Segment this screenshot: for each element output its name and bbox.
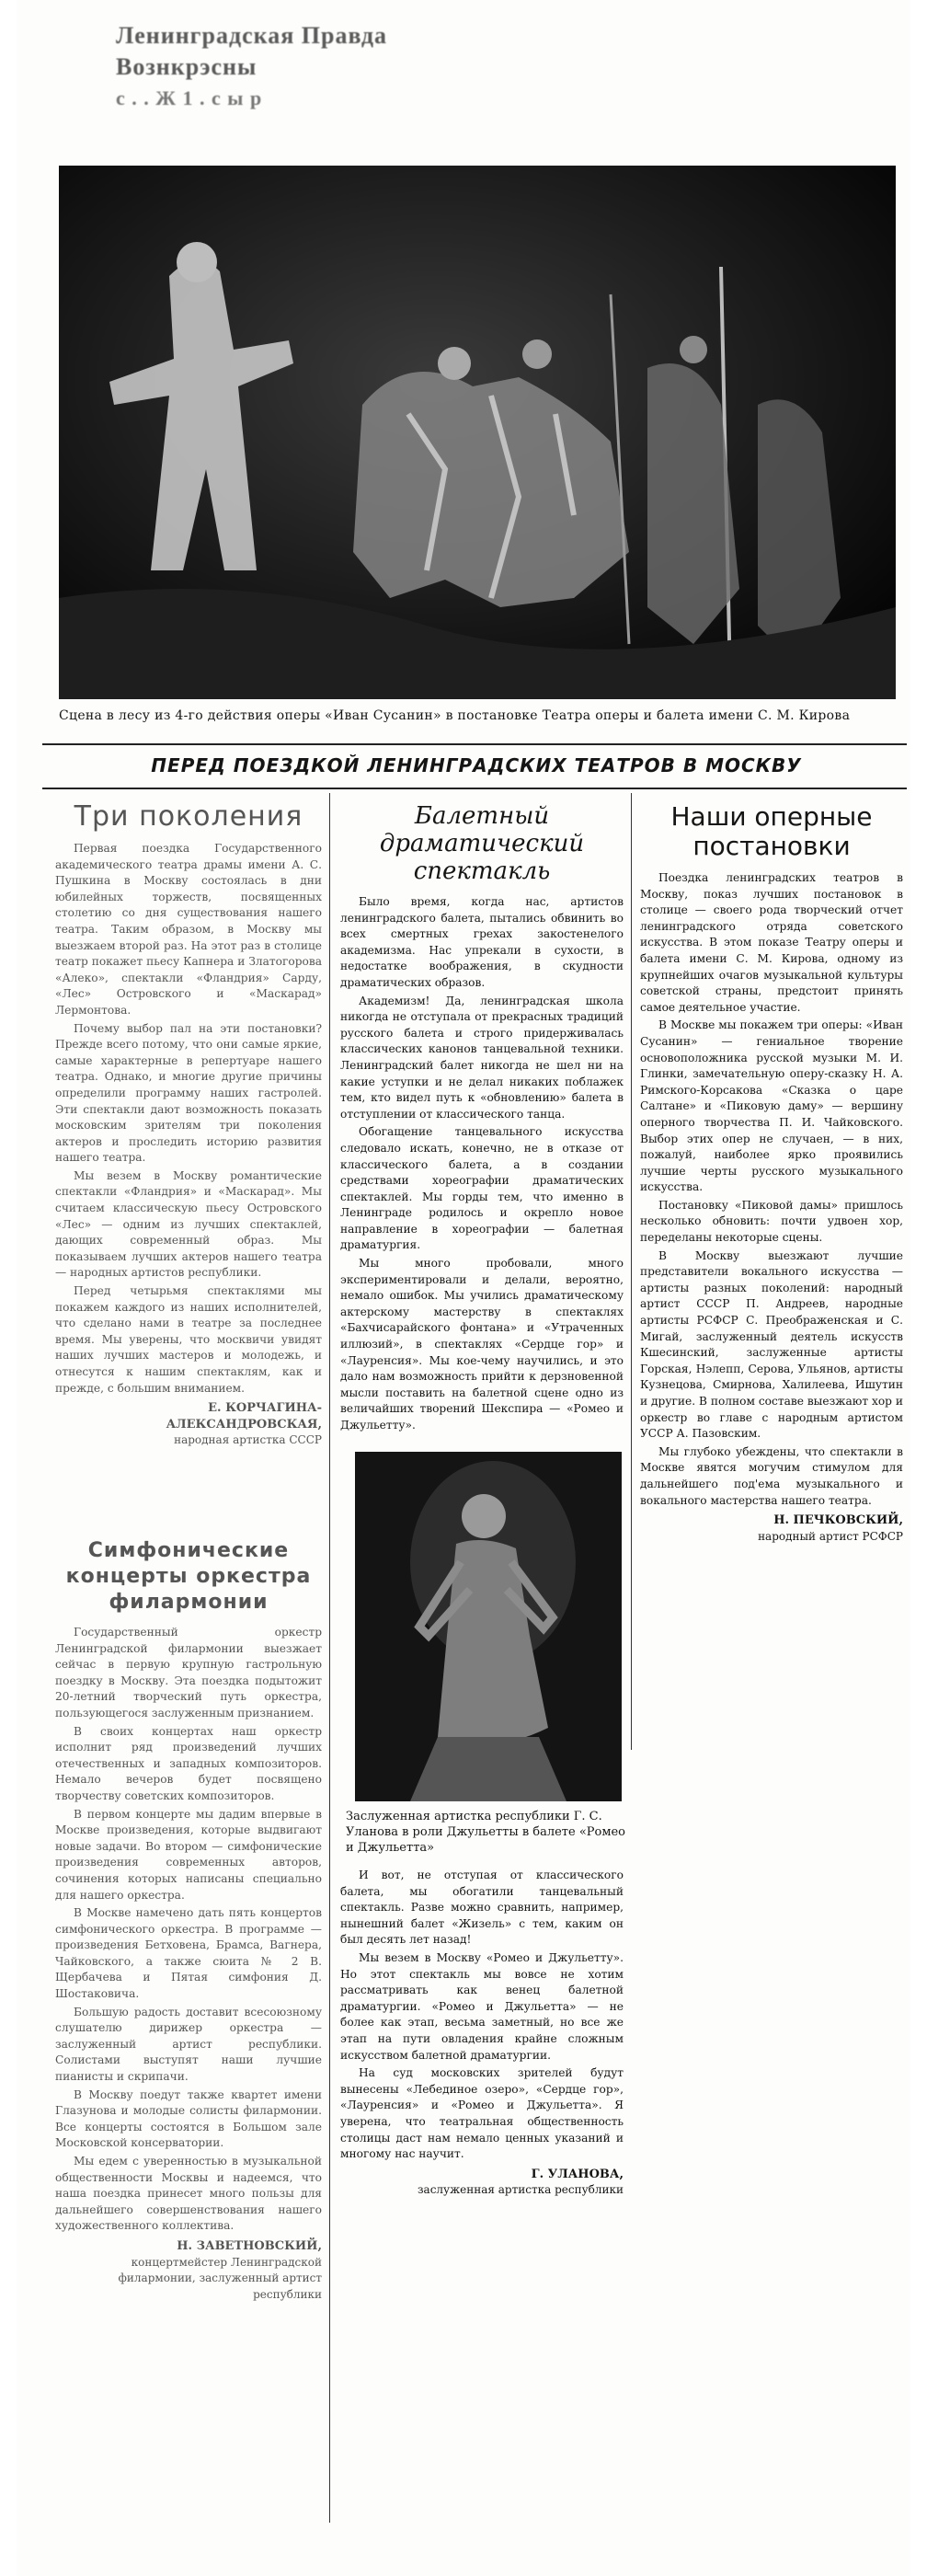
opera-scene-photo [59, 166, 896, 699]
masthead-date: с . . Ж 1 . с ы р [116, 86, 263, 109]
paragraph: Государственный оркестр Ленинградской филармонии выезжает сейчас в первую крупную гастрольную поездку в Москву. Эта поездка подытожит 20-летний творческий путь оркестра, пользующегося заслуженным признанием. [55, 1626, 322, 1719]
paragraph: Поездка ленинградских театров в Москву, показ лучших постановок в столице — своего рода творческий отчет ленинградского отряда советского искусства. В этом показе Театру оперы и балета имени С. М. Кирова, одному из крупнейших очагов музыкальной культуры советской страны, предстоит принять самое деятельное участие. [640, 871, 903, 1014]
paragraph: Постановку «Пиковой дамы» пришлось несколько обновить: почти удвоен хор, переделаны некоторые сцены. [640, 1198, 903, 1245]
paragraph: Почему выбор пал на эти постановки? Прежде всего потому, что они самые яркие, самые характерные в репертуаре нашего театра. Однако, и многие другие причины определили программу наших гастролей. Эти спектакли дают возможность показать московским зрителям три поколения актеров и проследить историю развития нашего театра. [55, 1021, 322, 1165]
headline-rule-bottom [42, 788, 907, 789]
paragraph: В Москву поедут также квартет имени Глазунова и молодые солисты филармонии. Все концерты состоятся в Большом зале Московской консерватории. [55, 2087, 322, 2150]
paragraph: Мы много пробовали, много экспериментировали и делали, вероятно, немало ошибок. Мы учились драматическому актерскому мастерству в спектаклях «Бахчисарайского фонтана» и «Утраченных иллюзий», в спектаклях «Сердце гор» и «Лауренсия». Мы кое-чему научились, и это дало нам возможность прийти к дерзновенной мысли поставить на балетной сцене одно из величайших творений Шекспира — «Ромео и Джульетту». [340, 1257, 624, 1432]
article-title: Симфонические концерты оркестра филармонии [65, 1539, 312, 1614]
column-divider-2 [631, 793, 632, 1750]
paragraph: Академизм! Да, ленинградская школа никогда не отступала от прекрасных традиций русского балета и строго придерживалась классических канонов танцевальной техники. Ленинградский балет никогда не шел ни на какие уступки и не делал никаких поблажек тем, кто видел путь к «обновлению» балета в отступлении от классического танца. [340, 994, 624, 1121]
opera-photo-caption: Сцена в лесу из 4-го действия оперы «Иван Сусанин» в постановке Театра оперы и балета имени С. М. Кирова [59, 708, 851, 723]
paragraph: В первом концерте мы дадим впервые в Москве произведения, которые выдвигают новые задачи. Во втором — симфонические произведения современных авторов, сочинения которых написаны специально для нашего оркестра. [55, 1807, 322, 1902]
author-role: народный артист РСФСР [758, 1529, 903, 1543]
paragraph: Было время, когда нас, артистов ленинградского балета, пытались обвинить во всех смертных грехах закостенелого академизма. Нас упрекали в сухости, в недостатке воображения, в скудности драматических образов. [340, 895, 624, 989]
paragraph: Мы глубоко убеждены, что спектакли в Москве явятся могучим стимулом для дальнейшего под'ема музыкального и вокального мастерства нашего театра. [640, 1444, 903, 1507]
paragraph: Обогащение танцевального искусства следовало искать, конечно, не в отказе от классического балета, а в создании средствами хореографии драматических спектаклей. Мы горды тем, что именно в Ленинграде родилось и окрепло новое направление в хореографии — балетная драматургия. [340, 1125, 624, 1252]
opera-scene-illustration [59, 166, 896, 699]
ulanova-photo [355, 1452, 622, 1801]
page-headline: ПЕРЕД ПОЕЗДКОЙ ЛЕНИНГРАДСКИХ ТЕАТРОВ В МОСКВУ [151, 754, 802, 776]
author-role: народная артистка СССР [174, 1433, 322, 1447]
paragraph: Перед четырьмя спектаклями мы покажем каждого из наших исполнителей, что сделано нами в театре за последнее время. Мы уверены, что москвичи увидят наших лучших мастеров и молодежь, и отнесутся к нашим спектаклям, как и прежде, с большим вниманием. [55, 1284, 322, 1395]
column-divider-1 [329, 793, 330, 2523]
article-ballet [340, 802, 624, 1436]
paragraph: На суд московских зрителей будут вынесены «Лебединое озеро», «Сердце гор», «Лауренсия» и «Ромео и Джульетта». Я уверена, что театральная общественность столицы даст нам немало ценных указаний и многому нас научит. [340, 2066, 624, 2161]
author-signature: Н. ПЕЧКОВСКИЙ, [773, 1513, 903, 1528]
paragraph: И вот, не отступая от классического балета, мы обогатили танцевальный спектакль. Разве можно сравнить, например, нынешний балет «Жизель» с тем, каким он был десять лет назад! [340, 1869, 624, 1947]
ulanova-illustration [355, 1452, 622, 1801]
article-title: Наши оперные постановки [670, 801, 873, 861]
paragraph: В Москву выезжают лучшие представители вокального искусства — артисты разных поколений: народный артист СССР П. Андреев, народные артисты РСФСР С. Преображенская и С. Мигай, заслуженный деятель искусств Кшесинский, заслуженные артисты Горская, Нэлепп, Серова, Ульянов, артисты Кузнецова, Смирнова, Халилеева, Ишутин и другие. В полном составе выезжают хор и оркестр во главе с народным артистом УССР А. Пазовским. [640, 1248, 903, 1441]
author-role: заслуженная артистка республики [418, 2183, 624, 2197]
author-signature: Г. УЛАНОВА, [531, 2167, 624, 2181]
masthead [116, 20, 447, 140]
paragraph: В Москве мы покажем три оперы: «Иван Сусанин» — гениальное творение основоположника русской музыки М. И. Глинки, замечательную оперу-сказку Н. А. Римского-Корсакова «Сказка о царе Салтане» и «Пиковую даму» — вершину оперного творчества П. И. Чайковского. Выбор этих опер не случаен, — в них, пожалуй, наиболее ярко проявились лучшие черты русского музыкального искусства. [640, 1018, 903, 1194]
newspaper-page [17, 0, 910, 2576]
author-signature: Е. КОРЧАГИНА-АЛЕКСАНДРОВСКАЯ, [166, 1401, 322, 1432]
author-signature: Н. ЗАВЕТНОВСКИЙ, [177, 2238, 322, 2253]
article-symphony-concerts [55, 1538, 322, 2312]
article-opera-productions [640, 802, 903, 1554]
article-title: Три поколения [74, 800, 303, 833]
paragraph: Мы везем в Москву «Ромео и Джульетту». Но этот спектакль мы вовсе не хотим рассматривать как венец балетной драматургии. «Ромео и Джульетта» — не более как этап, весьма заметный, но все же этап на пути овладения крайне сложным искусством балетной драматургии. [340, 1950, 624, 2062]
paragraph: В своих концертах наш оркестр исполнит ряд произведений лучших отечественных и западных композиторов. Немало вечеров будет посвящено творчеству советских композиторов. [55, 1724, 322, 1802]
paragraph: Первая поездка Государственного академического театра драмы имени А. С. Пушкина в Москву состоялась в дни юбилейных торжеств, посвященных столетию со дня существования нашего театра. Таким образом, в Москву мы выезжаем второй раз. На этот раз в столице театр покажет пьесу Капнера и Златогорова «Алеко», спектакли «Фландрия» Сарду, «Лес» Островского и «Маскарад» Лермонтова. [55, 842, 322, 1017]
paragraph: Мы везем в Москву романтические спектакли «Фландрия» и «Маскарад». Мы считаем классическую пьесу Островского «Лес» — одним из лучших спектаклей, дающих современный образ. Мы показываем лучших актеров нашего театра — народных артистов республики. [55, 1168, 322, 1280]
article-three-generations [55, 802, 322, 1458]
masthead-title: Ленинградская Правда Вознкрэсны [116, 22, 388, 80]
paragraph: Большую радость доставит всесоюзному слушателю дирижер оркестра — заслуженный артист республики. Солистами выступят наши лучшие пианисты и скрипачи. [55, 2005, 322, 2084]
article-ballet-continued [340, 1868, 624, 2208]
article-title: Балетный драматический спектакль [379, 802, 585, 885]
ulanova-caption: Заслуженная артистка республики Г. С. Уланова в роли Джульетты в балете «Ромео и Джульетта» [346, 1810, 625, 1855]
paragraph: В Москве намечено дать пять концертов симфонического оркестра. В программе — произведения Бетховена, Брамса, Вагнера, Чайковского, а также сюита № 2 В. Щербачева и Пятая симфония Д. Шостаковича. [55, 1906, 322, 2001]
headline-rule-top [42, 743, 907, 745]
author-role: концертмейстер Ленинградской филармонии, заслуженный артист республики [118, 2255, 322, 2301]
paragraph: Мы едем с уверенностью в музыкальной общественности Москвы и надеемся, что наша поездка принесет много пользы для дальнейшего совершенствования нашего художественного коллектива. [55, 2155, 322, 2233]
